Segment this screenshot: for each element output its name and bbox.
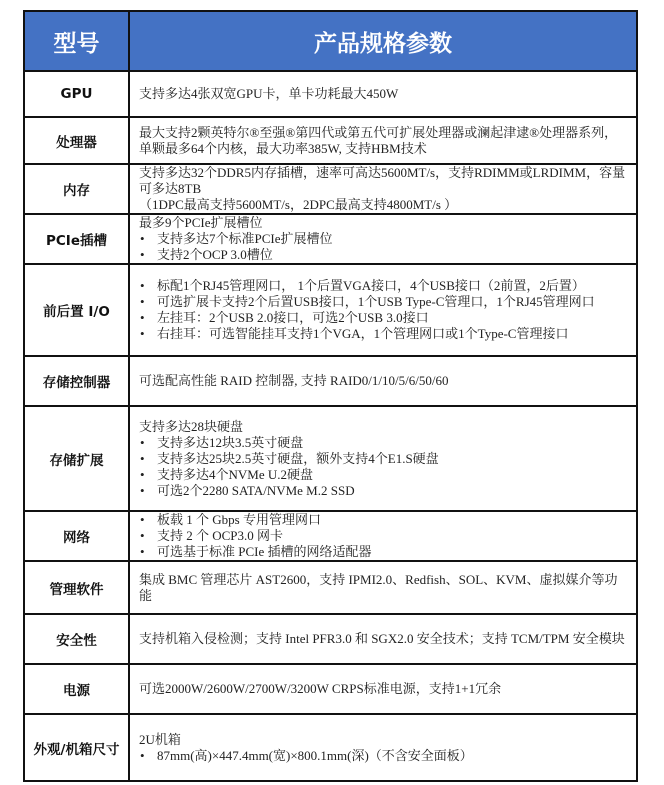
row-label: 网络 xyxy=(24,511,129,561)
row-label: 安全性 xyxy=(24,614,129,664)
row-label: 前后置 I/O xyxy=(24,264,129,356)
row-content xyxy=(129,117,637,164)
table-row xyxy=(24,264,637,356)
table-row xyxy=(24,511,637,561)
header-specs: 产品规格参数 xyxy=(129,11,637,71)
row-label: 外观/机箱尺寸 xyxy=(24,714,129,781)
spec-line: 最多9个PCIe扩展槽位 xyxy=(139,215,263,230)
row-label: 电源 xyxy=(24,664,129,714)
table-row xyxy=(24,117,637,164)
spec-line: 最大支持2颗英特尔®至强®第四代或第五代可扩展处理器或澜起津逮®处理器系列，单颗最多64个内核，最大功率385W, 支持HBM技术 xyxy=(139,124,618,156)
header-row xyxy=(24,11,637,71)
bullet-item: • 标配1个RJ45管理网口， 1个后置VGA接口，4个USB接口（2前置，2后置） xyxy=(139,278,630,294)
bullet-item: • 可选2个2280 SATA/NVMe M.2 SSD xyxy=(139,483,630,499)
spec-line: 可选2000W/2600W/2700W/3200W CRPS标准电源，支持1+1冗余 xyxy=(139,681,502,696)
bullet-item: • 支持2个OCP 3.0槽位 xyxy=(139,247,630,263)
spec-line: 可选配高性能 RAID 控制器, 支持 RAID0/1/10/5/6/50/60 xyxy=(139,373,449,388)
spec-line: 集成 BMC 管理芯片 AST2600，支持 IPMI2.0、Redfish、SOL、KVM、虚拟媒介等功能 xyxy=(139,571,618,603)
row-label: 存储扩展 xyxy=(24,406,129,511)
row-content xyxy=(129,71,637,117)
row-content xyxy=(129,614,637,664)
bullet-item: • 右挂耳：可选智能挂耳支持1个VGA，1个管理网口或1个Type-C管理接口 xyxy=(139,326,630,342)
row-content xyxy=(129,664,637,714)
spec-line: 支持机箱入侵检测；支持 Intel PFR3.0 和 SGX2.0 安全技术；支持 TCM/TPM 安全模块 xyxy=(139,631,625,646)
table-row xyxy=(24,714,637,781)
table-row xyxy=(24,561,637,614)
table-row xyxy=(24,214,637,264)
bullet-item: • 支持多达12块3.5英寸硬盘 xyxy=(139,435,630,451)
header-model: 型号 xyxy=(24,11,129,71)
bullet-item: • 左挂耳：2个USB 2.0接口，可选2个USB 3.0接口 xyxy=(139,310,630,326)
bullet-item: • 支持多达7个标准PCIe扩展槽位 xyxy=(139,231,630,247)
row-label: PCIe插槽 xyxy=(24,214,129,264)
row-content xyxy=(129,356,637,406)
table-row xyxy=(24,664,637,714)
row-label: 管理软件 xyxy=(24,561,129,614)
row-label: 内存 xyxy=(24,164,129,214)
row-content xyxy=(129,164,637,214)
bullet-item: • 87mm(高)×447.4mm(宽)×800.1mm(深)（不含安全面板） xyxy=(139,748,630,764)
spec-line: 支持多达32个DDR5内存插槽，速率可高达5600MT/s，支持RDIMM或LRDIMM，容量可多达8TB xyxy=(139,165,626,196)
spec-line: 支持多达4张双宽GPU卡，单卡功耗最大450W xyxy=(139,86,399,101)
row-label: GPU xyxy=(24,71,129,117)
table-row xyxy=(24,614,637,664)
table-row xyxy=(24,164,637,214)
bullet-item: • 可选基于标准 PCIe 插槽的网络适配器 xyxy=(139,544,630,560)
table-row xyxy=(24,406,637,511)
row-content xyxy=(129,511,637,561)
row-content xyxy=(129,214,637,264)
bullet-item: • 支持多达4个NVMe U.2硬盘 xyxy=(139,467,630,483)
bullet-item: • 支持 2 个 OCP3.0 网卡 xyxy=(139,528,630,544)
spec-line: （1DPC最高支持5600MT/s，2DPC最高支持4800MT/s ） xyxy=(139,197,458,212)
bullet-item: • 板载 1 个 Gbps 专用管理网口 xyxy=(139,512,630,528)
row-content xyxy=(129,714,637,781)
table-row xyxy=(24,356,637,406)
spec-line: 支持多达28块硬盘 xyxy=(139,418,244,434)
row-content xyxy=(129,264,637,356)
row-label: 存储控制器 xyxy=(24,356,129,406)
bullet-item: • 支持多达25块2.5英寸硬盘，额外支持4个E1.S硬盘 xyxy=(139,451,630,467)
row-content xyxy=(129,406,637,511)
row-content xyxy=(129,561,637,614)
table-row xyxy=(24,71,637,117)
bullet-item: • 可选扩展卡支持2个后置USB接口，1个USB Type-C管理口，1个RJ45管理网口 xyxy=(139,294,630,310)
row-label: 处理器 xyxy=(24,117,129,164)
spec-line: 2U机箱 xyxy=(139,731,181,747)
spec-table xyxy=(23,10,638,782)
